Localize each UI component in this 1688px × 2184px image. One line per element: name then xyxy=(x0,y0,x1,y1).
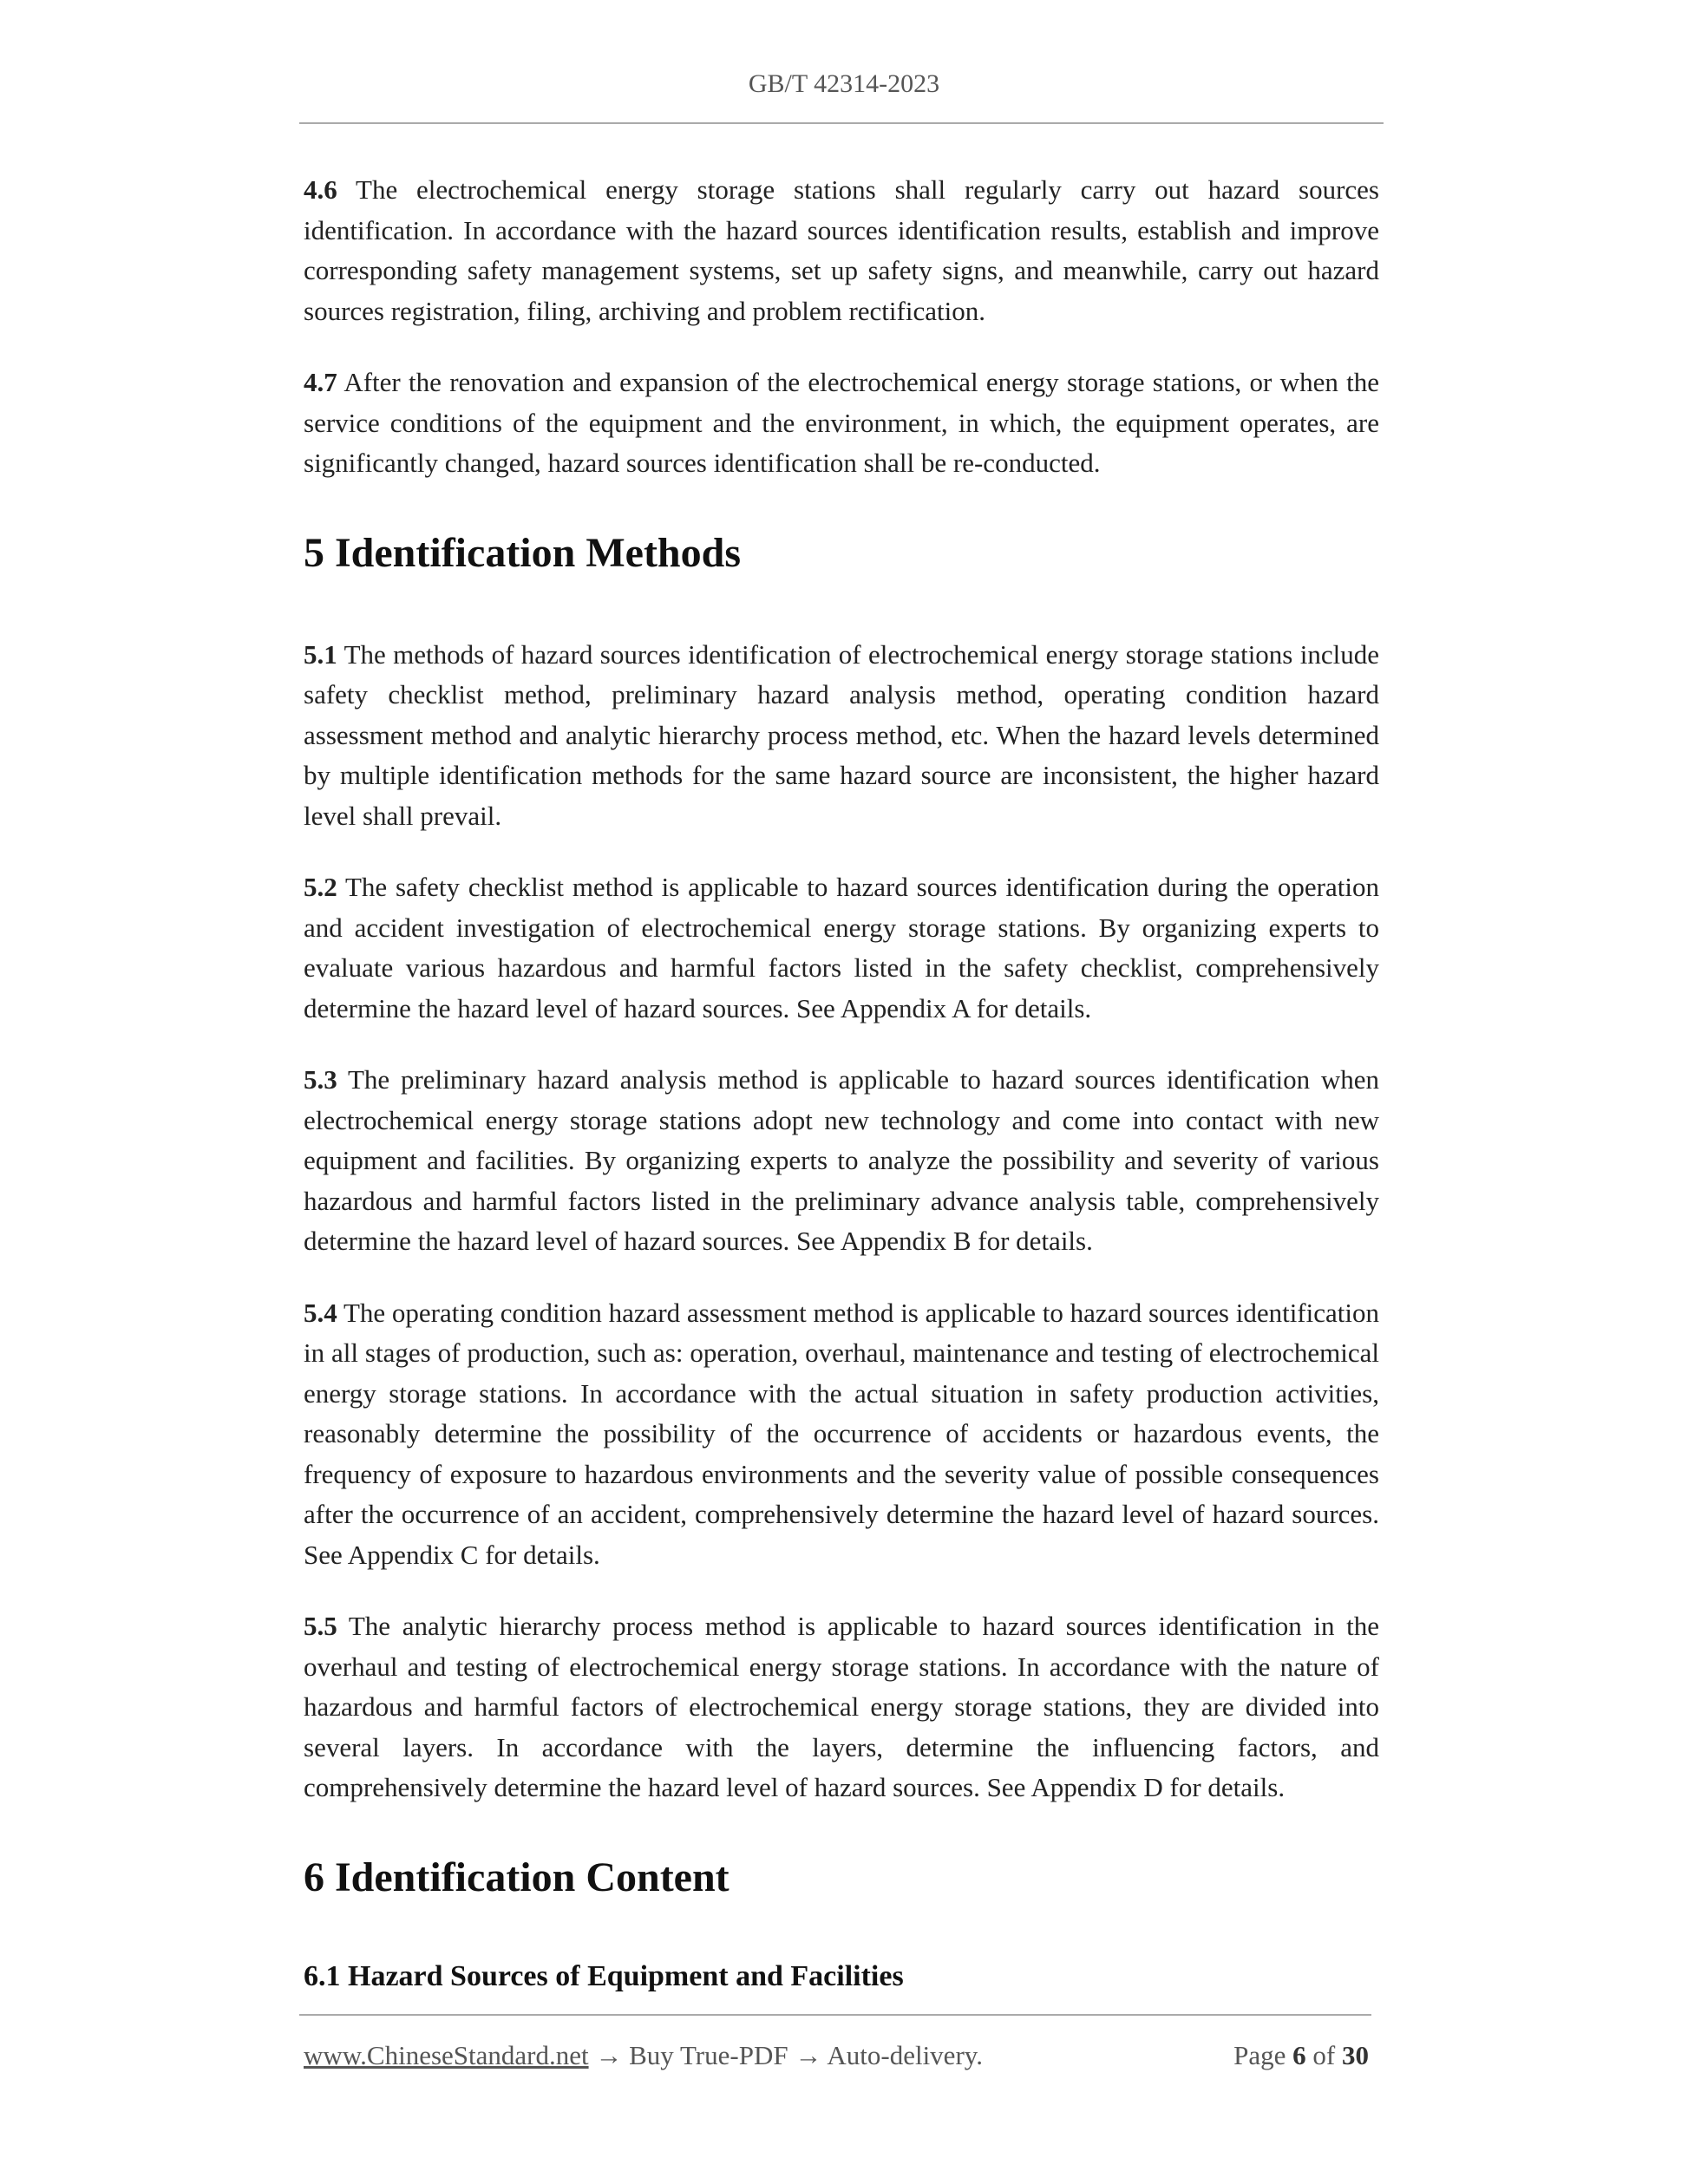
footer-promo-text: → Buy True-PDF → Auto-delivery. xyxy=(588,2040,983,2070)
clause-text: The analytic hierarchy process method is applicable to hazard sources identification in the overhaul and testing of electrochemical energy storage stations. In accordance with the nature of hazardous and harmful factors of electrochemical energy storage stations, they are divided into several layers. In accordance with the layers, determine the influencing factors, and comprehensively determine the hazard level of hazard sources. See Appendix D for details. xyxy=(304,1611,1379,1802)
clause-number: 4.6 xyxy=(304,174,337,205)
clause-number: 5.2 xyxy=(304,872,337,902)
clause-4-6 xyxy=(304,170,1379,331)
section-heading-6: 6 Identification Content xyxy=(304,1854,730,1900)
website-link[interactable]: www.ChineseStandard.net xyxy=(304,2040,589,2070)
page-footer xyxy=(304,2038,1369,2073)
clause-number: 4.7 xyxy=(304,367,337,397)
page-indicator xyxy=(1233,2038,1369,2073)
header-divider xyxy=(299,122,1384,124)
section-heading-5: 5 Identification Methods xyxy=(304,529,741,576)
subsection-heading-6-1: 6.1 Hazard Sources of Equipment and Facilities xyxy=(304,1959,904,1992)
clause-5-4 xyxy=(304,1293,1379,1576)
clause-number: 5.3 xyxy=(304,1064,337,1095)
page-body xyxy=(304,170,1379,1994)
of-label: of xyxy=(1305,2040,1342,2070)
running-header: GB/T 42314-2023 xyxy=(748,69,940,98)
clause-text: After the renovation and expansion of the electrochemical energy storage stations, or when the service conditions of the equipment and the environment, in which, the equipment operates, are significantly changed, hazard sources identification shall be re-conducted. xyxy=(304,367,1379,478)
total-page-count: 30 xyxy=(1342,2040,1369,2070)
current-page-number: 6 xyxy=(1292,2040,1306,2070)
clause-5-5 xyxy=(304,1606,1379,1808)
page-label: Page xyxy=(1233,2040,1293,2070)
clause-text: The preliminary hazard analysis method is applicable to hazard sources identification when electrochemical energy storage stations adopt new technology and come into contact with new equipment and facilities. By organizing experts to analyze the possibility and severity of various hazardous and harmful factors listed in the preliminary advance analysis table, comprehensively determine the hazard level of hazard sources. See Appendix B for details. xyxy=(304,1064,1379,1256)
clause-5-3 xyxy=(304,1060,1379,1262)
clause-text: The methods of hazard sources identification of electrochemical energy storage stations include safety checklist method, preliminary hazard analysis method, operating condition hazard assessment method and analytic hierarchy process method, etc. When the hazard levels determined by multiple identification methods for the same hazard source are inconsistent, the higher hazard level shall prevail. xyxy=(304,638,1379,831)
clause-5-1 xyxy=(304,635,1379,837)
clause-text: The electrochemical energy storage stations shall regularly carry out hazard sources identification. In accordance with the hazard sources identification results, establish and improve corresponding safety management systems, set up safety signs, and meanwhile, carry out hazard sources registration, filing, archiving and problem rectification. xyxy=(304,174,1379,326)
clause-5-2 xyxy=(304,867,1379,1029)
clause-number: 5.1 xyxy=(304,638,337,670)
clause-number: 5.4 xyxy=(304,1297,337,1328)
footer-divider xyxy=(299,2014,1371,2016)
clause-text: The safety checklist method is applicable to hazard sources identification during the operation and accident investigation of electrochemical energy storage stations. By organizing experts to evaluate various hazardous and harmful factors listed in the safety checklist, comprehensively determine the hazard level of hazard sources. See Appendix A for details. xyxy=(304,872,1379,1023)
clause-4-7 xyxy=(304,363,1379,484)
clause-text: The operating condition hazard assessment method is applicable to hazard sources identification in all stages of production, such as: operation, overhaul, maintenance and testing of electrochemical energy storage stations. In accordance with the actual situation in safety production activities, reasonably determine the possibility of the occurrence of accidents or hazardous events, the frequency of exposure to hazardous environments and the severity value of possible consequences after the occurrence of an accident, comprehensively determine the hazard level of hazard sources. See Appendix C for details. xyxy=(304,1297,1379,1570)
clause-number: 5.5 xyxy=(304,1611,337,1641)
